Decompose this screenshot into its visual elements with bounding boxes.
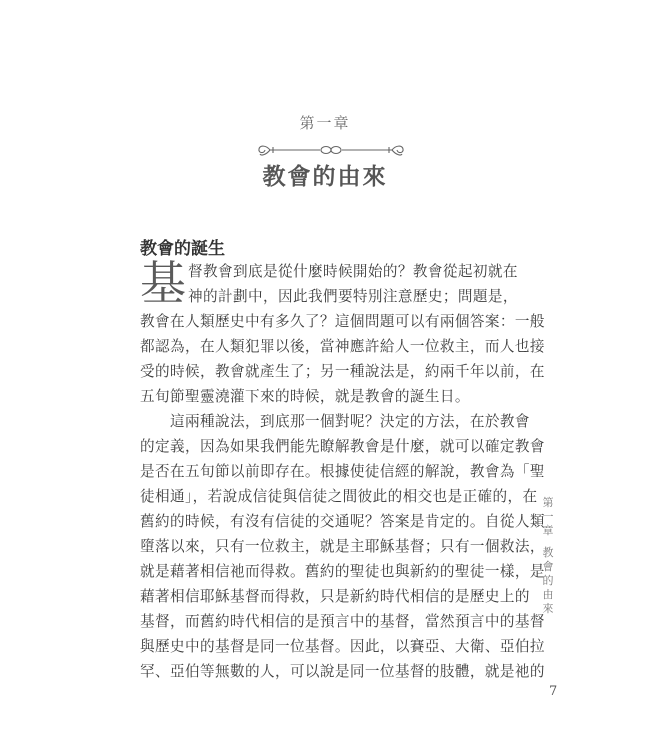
side-chapter-tab — [541, 496, 555, 616]
chapter-title: 教會的由來 — [262, 164, 388, 190]
side-tab-char: 教 — [542, 546, 554, 559]
text-line: 五旬節聖靈澆灌下來的時候，就是教會的誕生日。 — [140, 388, 470, 405]
text-line: 神的計劃中，因此我們要特別注意歷史；問題是， — [188, 288, 518, 305]
side-tab-char: 會 — [542, 560, 554, 573]
text-line: 這兩種說法，到底那一個對呢？決定的方法，在於教會 — [170, 413, 530, 430]
text-line: 受的時候，教會就產生了；另一種說法是，約兩千年以前，在 — [140, 363, 545, 380]
ornament-divider-icon — [256, 142, 406, 158]
text-line: 就是藉著相信祂而得救。舊約的聖徒也與新約的聖徒一樣，是 — [140, 563, 545, 580]
text-line: 基督，而舊約時代相信的是預言中的基督，當然預言中的基督 — [140, 613, 545, 630]
page-number: 7 — [549, 684, 558, 699]
text-line: 藉著相信耶穌基督而得救，只是新約時代相信的是歷史上的 — [140, 588, 530, 605]
text-line: 是否在五旬節以前即存在。根據使徒信經的解說，教會為「聖 — [140, 463, 545, 480]
text-line: 舊約的時候，有沒有信徒的交通呢？答案是肯定的。自從人類 — [140, 513, 545, 530]
text-line: 罕、亞伯等無數的人，可以說是同一位基督的肢體，就是祂的 — [140, 663, 545, 680]
section-heading: 教會的誕生 — [140, 239, 225, 259]
chapter-label: 第一章 — [299, 114, 351, 132]
text-line: 教會在人類歷史中有多久了？這個問題可以有兩個答案：一般 — [140, 313, 545, 330]
side-tab-char: 章 — [542, 524, 554, 537]
side-tab-char: 第 — [542, 496, 554, 509]
side-tab-char: 一 — [542, 510, 554, 523]
text-line: 與歷史中的基督是同一位基督。因此，以賽亞、大衛、亞伯拉 — [140, 638, 545, 655]
side-tab-char: 的 — [542, 574, 554, 587]
text-line: 督教會到底是從什麼時候開始的？教會從起初就在 — [188, 263, 518, 280]
text-line: 徒相通」，若說成信徒與信徒之間彼此的相交也是正確的，在 — [140, 488, 538, 505]
text-line: 墮落以來，只有一位救主，就是主耶穌基督；只有一個救法， — [140, 538, 545, 555]
text-line: 都認為，在人類犯罪以後，當神應許給人一位救主，而人也接 — [140, 338, 545, 355]
side-tab-char: 來 — [542, 602, 554, 615]
body-text — [140, 256, 545, 684]
text-line: 的定義，因為如果我們能先瞭解教會是什麼，就可以確定教會 — [140, 438, 545, 455]
side-tab-char: 由 — [542, 588, 554, 601]
drop-cap: 基 — [140, 256, 186, 310]
